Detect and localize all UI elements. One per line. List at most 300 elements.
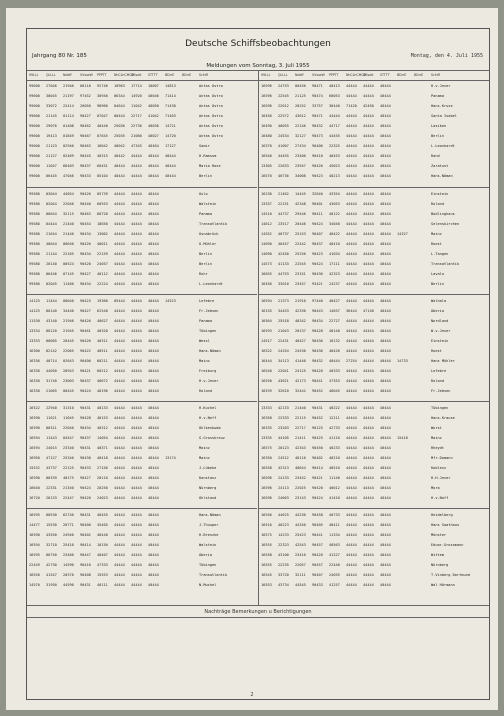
ship-name: Panama — [431, 94, 444, 98]
ship-name: J.Lübeke — [199, 466, 217, 470]
obs-code: 90427 — [80, 476, 91, 480]
obs-code: 44444 — [131, 222, 142, 226]
obs-code: 40444 — [114, 174, 125, 178]
obs-code: 41440 — [295, 359, 306, 363]
ship-name: H.Kuchel — [199, 406, 217, 410]
ship-name: Tübingen — [199, 329, 217, 333]
obs-code: 16595 — [29, 553, 40, 557]
obs-code: 44444 — [363, 154, 374, 158]
obs-code: 34113 — [278, 359, 289, 363]
obs-code: 44230 — [295, 513, 306, 517]
obs-code: 90433 — [80, 174, 91, 178]
ship-name: Koblenz — [431, 466, 447, 470]
obs-code: 40733 — [329, 513, 340, 517]
obs-code: 05104 — [97, 174, 108, 178]
obs-code: 71420 — [346, 104, 357, 108]
obs-code: 44590 — [63, 583, 74, 587]
obs-code: 44444 — [363, 563, 374, 567]
ship-name: L.Leonhardt — [431, 144, 455, 148]
obs-code: 16593 — [261, 329, 272, 333]
obs-code: 00140 — [46, 309, 57, 313]
obs-code: 21440 — [63, 232, 74, 236]
obs-code: 17714 — [131, 84, 142, 88]
obs-code: 44444 — [363, 389, 374, 393]
obs-code: 20943 — [63, 369, 74, 373]
obs-code: 16655 — [261, 272, 272, 276]
obs-code: 43612 — [295, 114, 306, 118]
obs-code: 40233 — [329, 446, 340, 450]
obs-code: 44444 — [363, 84, 374, 88]
obs-code: 16300 — [29, 349, 40, 353]
obs-code: 90430 — [80, 456, 91, 460]
ship-name: H.Ramsum — [199, 154, 217, 158]
obs-code: 90437 — [80, 164, 91, 168]
obs-code: 44444 — [363, 359, 374, 363]
ship-name: Tübingen — [199, 563, 217, 567]
ship-name: Ruhr — [199, 272, 208, 276]
obs-code: 16456 — [261, 282, 272, 286]
obs-code: 22325 — [329, 144, 340, 148]
obs-code: 14445 — [295, 192, 306, 196]
obs-code: 40444 — [148, 339, 159, 343]
obs-code: 16640 — [29, 486, 40, 490]
obs-code: 00065 — [46, 339, 57, 343]
obs-code: 44444 — [114, 252, 125, 256]
obs-code: 40333 — [329, 369, 340, 373]
obs-code: 21123 — [46, 144, 57, 148]
obs-code: 44444 — [363, 379, 374, 383]
ship-name: Antas Ostro — [199, 124, 223, 128]
ship-name: Antas Ostro — [199, 114, 223, 118]
obs-code: 90441 — [312, 533, 323, 537]
obs-code: 00750 — [46, 553, 57, 557]
obs-code: 44444 — [363, 476, 374, 480]
obs-code: 15532 — [29, 466, 40, 470]
obs-code: 13334 — [29, 329, 40, 333]
obs-code: 40444 — [148, 446, 159, 450]
obs-code: 40342 — [295, 319, 306, 323]
block-divider — [27, 401, 257, 402]
obs-code: 21440 — [63, 222, 74, 226]
obs-code: 04547 — [63, 436, 74, 440]
obs-code: 40444 — [148, 299, 159, 303]
obs-code: 90414 — [312, 466, 323, 470]
obs-code: 44444 — [363, 114, 374, 118]
obs-code: 40714 — [46, 359, 57, 363]
obs-code: 40444 — [148, 513, 159, 517]
obs-code: 10132 — [329, 339, 340, 343]
obs-code: 47140 — [363, 309, 374, 313]
obs-code: 16545 — [261, 573, 272, 577]
obs-code: 90467 — [80, 134, 91, 138]
obs-code: 44444 — [363, 242, 374, 246]
ship-name: Roest — [431, 242, 442, 246]
obs-code: 16590 — [29, 426, 40, 430]
obs-code: 90424 — [80, 389, 91, 393]
obs-code: 99600 — [29, 144, 40, 148]
obs-code: 11530 — [29, 319, 40, 323]
obs-code: 90457 — [312, 563, 323, 567]
obs-code: 05739 — [97, 192, 108, 196]
obs-code: 40444 — [380, 436, 391, 440]
obs-code: 44444 — [346, 426, 357, 430]
obs-code: 41133 — [278, 262, 289, 266]
obs-code: 21125 — [295, 94, 306, 98]
obs-code: 20110 — [97, 476, 108, 480]
ship-name: Mainz — [431, 436, 442, 440]
obs-code: 23460 — [63, 553, 74, 557]
obs-code: 00450 — [295, 84, 306, 88]
obs-code: 44444 — [131, 369, 142, 373]
obs-code: 99600 — [29, 124, 40, 128]
obs-code: 40444 — [148, 543, 159, 547]
ship-name: O.Mühler — [199, 242, 217, 246]
obs-code: 71430 — [165, 104, 176, 108]
ship-name: N.Muchel — [199, 583, 217, 587]
obs-code: 25035 — [114, 134, 125, 138]
ship-name: Einstein — [431, 192, 449, 196]
obs-code: 90434 — [312, 319, 323, 323]
obs-code: 44444 — [363, 272, 374, 276]
obs-code: 44455 — [329, 134, 340, 138]
obs-code: 16480 — [261, 134, 272, 138]
ship-name: Oberia — [199, 553, 212, 557]
obs-code: 92746 — [97, 84, 108, 88]
obs-code: 40055 — [278, 124, 289, 128]
obs-code: 11140 — [329, 476, 340, 480]
obs-code: 16594 — [29, 436, 40, 440]
obs-code: 16540 — [261, 154, 272, 158]
obs-code: 44444 — [346, 416, 357, 420]
column-header: DSvdd — [363, 73, 374, 77]
obs-code: 40444 — [380, 533, 391, 537]
obs-code: 40444 — [380, 154, 391, 158]
obs-code: 32610 — [278, 389, 289, 393]
obs-code: 44444 — [346, 533, 357, 537]
column-header: PPPTT — [329, 73, 339, 77]
obs-code: 44753 — [278, 272, 289, 276]
obs-code: 14721 — [165, 124, 176, 128]
obs-code: 44444 — [131, 523, 142, 527]
obs-code: 44444 — [363, 513, 374, 517]
obs-code: 40444 — [380, 496, 391, 500]
obs-code: 42450 — [278, 252, 289, 256]
obs-code: 40444 — [148, 242, 159, 246]
obs-code: 90436 — [312, 339, 323, 343]
obs-code: 40444 — [380, 319, 391, 323]
ship-name: Zaratust — [431, 164, 449, 168]
ship-name: Wittem — [431, 553, 444, 557]
column-header: 0TTTT — [380, 73, 390, 77]
obs-code: 16555 — [261, 543, 272, 547]
obs-code: 44444 — [114, 192, 125, 196]
obs-code: 40444 — [148, 212, 159, 216]
ship-name: Lasiken — [431, 124, 447, 128]
obs-code: 44444 — [114, 496, 125, 500]
obs-code: 34453 — [278, 309, 289, 313]
obs-code: 44444 — [131, 232, 142, 236]
obs-code: 00118 — [80, 84, 91, 88]
obs-code: 40320 — [97, 329, 108, 333]
obs-code: 44444 — [114, 359, 125, 363]
obs-code: 00524 — [63, 262, 74, 266]
obs-code: 44444 — [346, 282, 357, 286]
obs-code: 22545 — [295, 262, 306, 266]
obs-code: 44444 — [363, 573, 374, 577]
obs-code: 23410 — [295, 553, 306, 557]
column-header: QLLLL — [46, 73, 56, 77]
obs-code: 14510 — [261, 212, 272, 216]
obs-code: 40444 — [380, 124, 391, 128]
obs-code: 00120 — [46, 329, 57, 333]
obs-code: 40036 — [148, 124, 159, 128]
obs-code: 11042 — [131, 104, 142, 108]
ship-name: H.Brenzke — [199, 533, 219, 537]
obs-code: 10007 — [148, 84, 159, 88]
obs-code: 90436 — [312, 349, 323, 353]
obs-code: 97440 — [312, 299, 323, 303]
obs-code: 44444 — [114, 369, 125, 373]
obs-code: 60212 — [97, 369, 108, 373]
obs-code: 16456 — [261, 114, 272, 118]
obs-code: 20771 — [63, 523, 74, 527]
obs-code: 90440 — [80, 202, 91, 206]
obs-code: 90407 — [312, 573, 323, 577]
obs-code: 24237 — [329, 282, 340, 286]
obs-code: 44054 — [63, 192, 74, 196]
obs-code: 40736 — [278, 174, 289, 178]
obs-code: 44444 — [114, 583, 125, 587]
ship-name: Osnabrück — [199, 232, 219, 236]
ship-name: Antas Ostro — [199, 94, 223, 98]
obs-code: 33757 — [312, 104, 323, 108]
obs-code: 44444 — [114, 242, 125, 246]
obs-code: 40011 — [97, 242, 108, 246]
obs-code: 40444 — [380, 446, 391, 450]
obs-code: 20446 — [295, 222, 306, 226]
column-header: Nddff — [295, 73, 304, 77]
ship-name: Transatlantik — [431, 262, 460, 266]
obs-code: 07645 — [97, 134, 108, 138]
obs-code: 00640 — [63, 242, 74, 246]
obs-code: 22727 — [329, 319, 340, 323]
ship-name: Berlin — [199, 252, 212, 256]
obs-code: 40444 — [380, 252, 391, 256]
obs-code: 40444 — [148, 573, 159, 577]
obs-code: 44444 — [131, 299, 142, 303]
obs-code: 36444 — [346, 309, 357, 313]
obs-code: 44444 — [363, 329, 374, 333]
obs-code: 44444 — [346, 164, 357, 168]
obs-code: 40413 — [329, 84, 340, 88]
obs-code: 40140 — [329, 329, 340, 333]
obs-code: 44444 — [346, 583, 357, 587]
obs-code: 13335 — [261, 436, 272, 440]
obs-code: 22940 — [46, 406, 57, 410]
obs-code: 23457 — [295, 282, 306, 286]
obs-code: 44444 — [346, 252, 357, 256]
obs-code: 44444 — [346, 299, 357, 303]
obs-code: 19360 — [97, 299, 108, 303]
obs-code: 40444 — [380, 543, 391, 547]
obs-code: 13337 — [261, 202, 272, 206]
obs-code: 44444 — [346, 262, 357, 266]
column-header: Schiff — [431, 73, 440, 77]
block-divider — [259, 508, 489, 509]
ship-name: Roland — [199, 389, 212, 393]
obs-code: 31310 — [63, 406, 74, 410]
obs-code: 22414 — [63, 104, 74, 108]
obs-code: 40444 — [165, 164, 176, 168]
obs-code: 16358 — [261, 416, 272, 420]
obs-code: 90414 — [80, 543, 91, 547]
obs-code: 40444 — [380, 134, 391, 138]
obs-code: 01408 — [63, 124, 74, 128]
ship-name: Roest — [431, 349, 442, 353]
obs-code: 40444 — [380, 232, 391, 236]
obs-code: 99580 — [29, 202, 40, 206]
obs-code: 23400 — [295, 154, 306, 158]
obs-code: 90400 — [80, 359, 91, 363]
obs-code: 47127 — [46, 456, 57, 460]
obs-code: 16558 — [261, 466, 272, 470]
obs-code: 22151 — [278, 202, 289, 206]
obs-code: 14125 — [29, 299, 40, 303]
obs-code: 02469 — [63, 154, 74, 158]
obs-code: 40444 — [148, 282, 159, 286]
obs-code: 13333 — [29, 339, 40, 343]
obs-code: 14477 — [29, 523, 40, 527]
obs-code: 44444 — [131, 329, 142, 333]
obs-code: 44444 — [346, 563, 357, 567]
obs-code: 44737 — [278, 212, 289, 216]
obs-code: 44444 — [114, 486, 125, 490]
ship-name: Lavalo — [431, 272, 444, 276]
obs-code: 90421 — [312, 476, 323, 480]
obs-code: 20140 — [46, 262, 57, 266]
ship-name: Fr.Jebsen — [431, 389, 451, 393]
obs-code: 40444 — [380, 242, 391, 246]
obs-code: 44444 — [114, 309, 125, 313]
obs-code: 00530 — [46, 513, 57, 517]
obs-code: 44444 — [346, 232, 357, 236]
obs-code: 44444 — [363, 134, 374, 138]
column-header: BDrrE — [397, 73, 407, 77]
obs-code: 21043 — [278, 329, 289, 333]
obs-code: 40418 — [97, 456, 108, 460]
obs-code: 99600 — [29, 94, 40, 98]
obs-code: 07047 — [97, 114, 108, 118]
obs-code: 44444 — [346, 202, 357, 206]
obs-code: 14327 — [397, 232, 408, 236]
obs-code: 90401 — [312, 202, 323, 206]
obs-code: 44444 — [346, 272, 357, 276]
column-header: BDrrE — [414, 73, 424, 77]
obs-code: 90408 — [80, 573, 91, 577]
obs-code: 40444 — [380, 272, 391, 276]
obs-code: 44444 — [114, 466, 125, 470]
obs-code: 44444 — [346, 174, 357, 178]
obs-code: 40444 — [148, 379, 159, 383]
obs-code: 16558 — [261, 553, 272, 557]
obs-code: 21946 — [63, 319, 74, 323]
obs-code: 21060 — [131, 134, 142, 138]
obs-code: 16540 — [261, 369, 272, 373]
obs-code: 44444 — [346, 144, 357, 148]
obs-code: 44444 — [131, 379, 142, 383]
obs-code: 44444 — [363, 232, 374, 236]
obs-code: 24113 — [278, 486, 289, 490]
obs-code: 16570 — [261, 174, 272, 178]
obs-code: 16236 — [261, 192, 272, 196]
obs-code: 14573 — [261, 262, 272, 266]
obs-code: 40444 — [380, 406, 391, 410]
ship-name: Hans.Kruse — [431, 104, 453, 108]
obs-code: 16550 — [29, 573, 40, 577]
obs-code: 41257 — [329, 583, 340, 587]
obs-code: 44340 — [295, 523, 306, 527]
obs-code: 99600 — [29, 134, 40, 138]
obs-code: 16596 — [261, 84, 272, 88]
obs-code: 40444 — [148, 426, 159, 430]
obs-code: 13062 — [97, 232, 108, 236]
ship-name: Einstein — [431, 339, 449, 343]
obs-code: 44444 — [131, 272, 142, 276]
obs-code: 90402 — [80, 533, 91, 537]
obs-code: 44444 — [363, 583, 374, 587]
obs-code: 22040 — [63, 426, 74, 430]
ship-name: Münster — [431, 533, 447, 537]
obs-code: 40411 — [329, 523, 340, 527]
date-header: Montag, den 4. Juli 1955 — [410, 53, 483, 59]
ship-name: Hans Saathaus — [431, 523, 460, 527]
obs-code: 99580 — [29, 232, 40, 236]
obs-code: 90423 — [312, 174, 323, 178]
obs-code: 16595 — [29, 513, 40, 517]
obs-code: 21144 — [46, 252, 57, 256]
obs-code: 43140 — [46, 319, 57, 323]
column-header: NhCLhCMCH — [114, 73, 135, 77]
obs-code: 25340 — [63, 456, 74, 460]
obs-code: 24023 — [97, 496, 108, 500]
obs-code: 40444 — [380, 212, 391, 216]
obs-code: 40444 — [148, 496, 159, 500]
obs-code: 40444 — [148, 202, 159, 206]
obs-code: 21145 — [46, 114, 57, 118]
obs-code: 21945 — [63, 329, 74, 333]
ship-name: Fr.Jebsen — [199, 309, 219, 313]
obs-code: 45405 — [97, 523, 108, 527]
ship-name: Maria Rose — [199, 164, 221, 168]
obs-code: 16564 — [261, 319, 272, 323]
obs-code: 44444 — [363, 222, 374, 226]
obs-code: 00339 — [46, 476, 57, 480]
obs-code: 13305 — [261, 164, 272, 168]
obs-code: 22447 — [63, 496, 74, 500]
obs-code: 90427 — [80, 272, 91, 276]
obs-code: 01849 — [63, 134, 74, 138]
obs-code: 43100 — [278, 553, 289, 557]
obs-code: 42730 — [46, 563, 57, 567]
obs-code: 40672 — [97, 379, 108, 383]
obs-code: 90433 — [312, 583, 323, 587]
obs-code: 44444 — [346, 379, 357, 383]
obs-code: 16042 — [97, 144, 108, 148]
obs-code: 40111 — [97, 583, 108, 587]
obs-code: 40440 — [97, 124, 108, 128]
ship-name: Nürnberg — [199, 486, 217, 490]
obs-code: 90424 — [312, 262, 323, 266]
